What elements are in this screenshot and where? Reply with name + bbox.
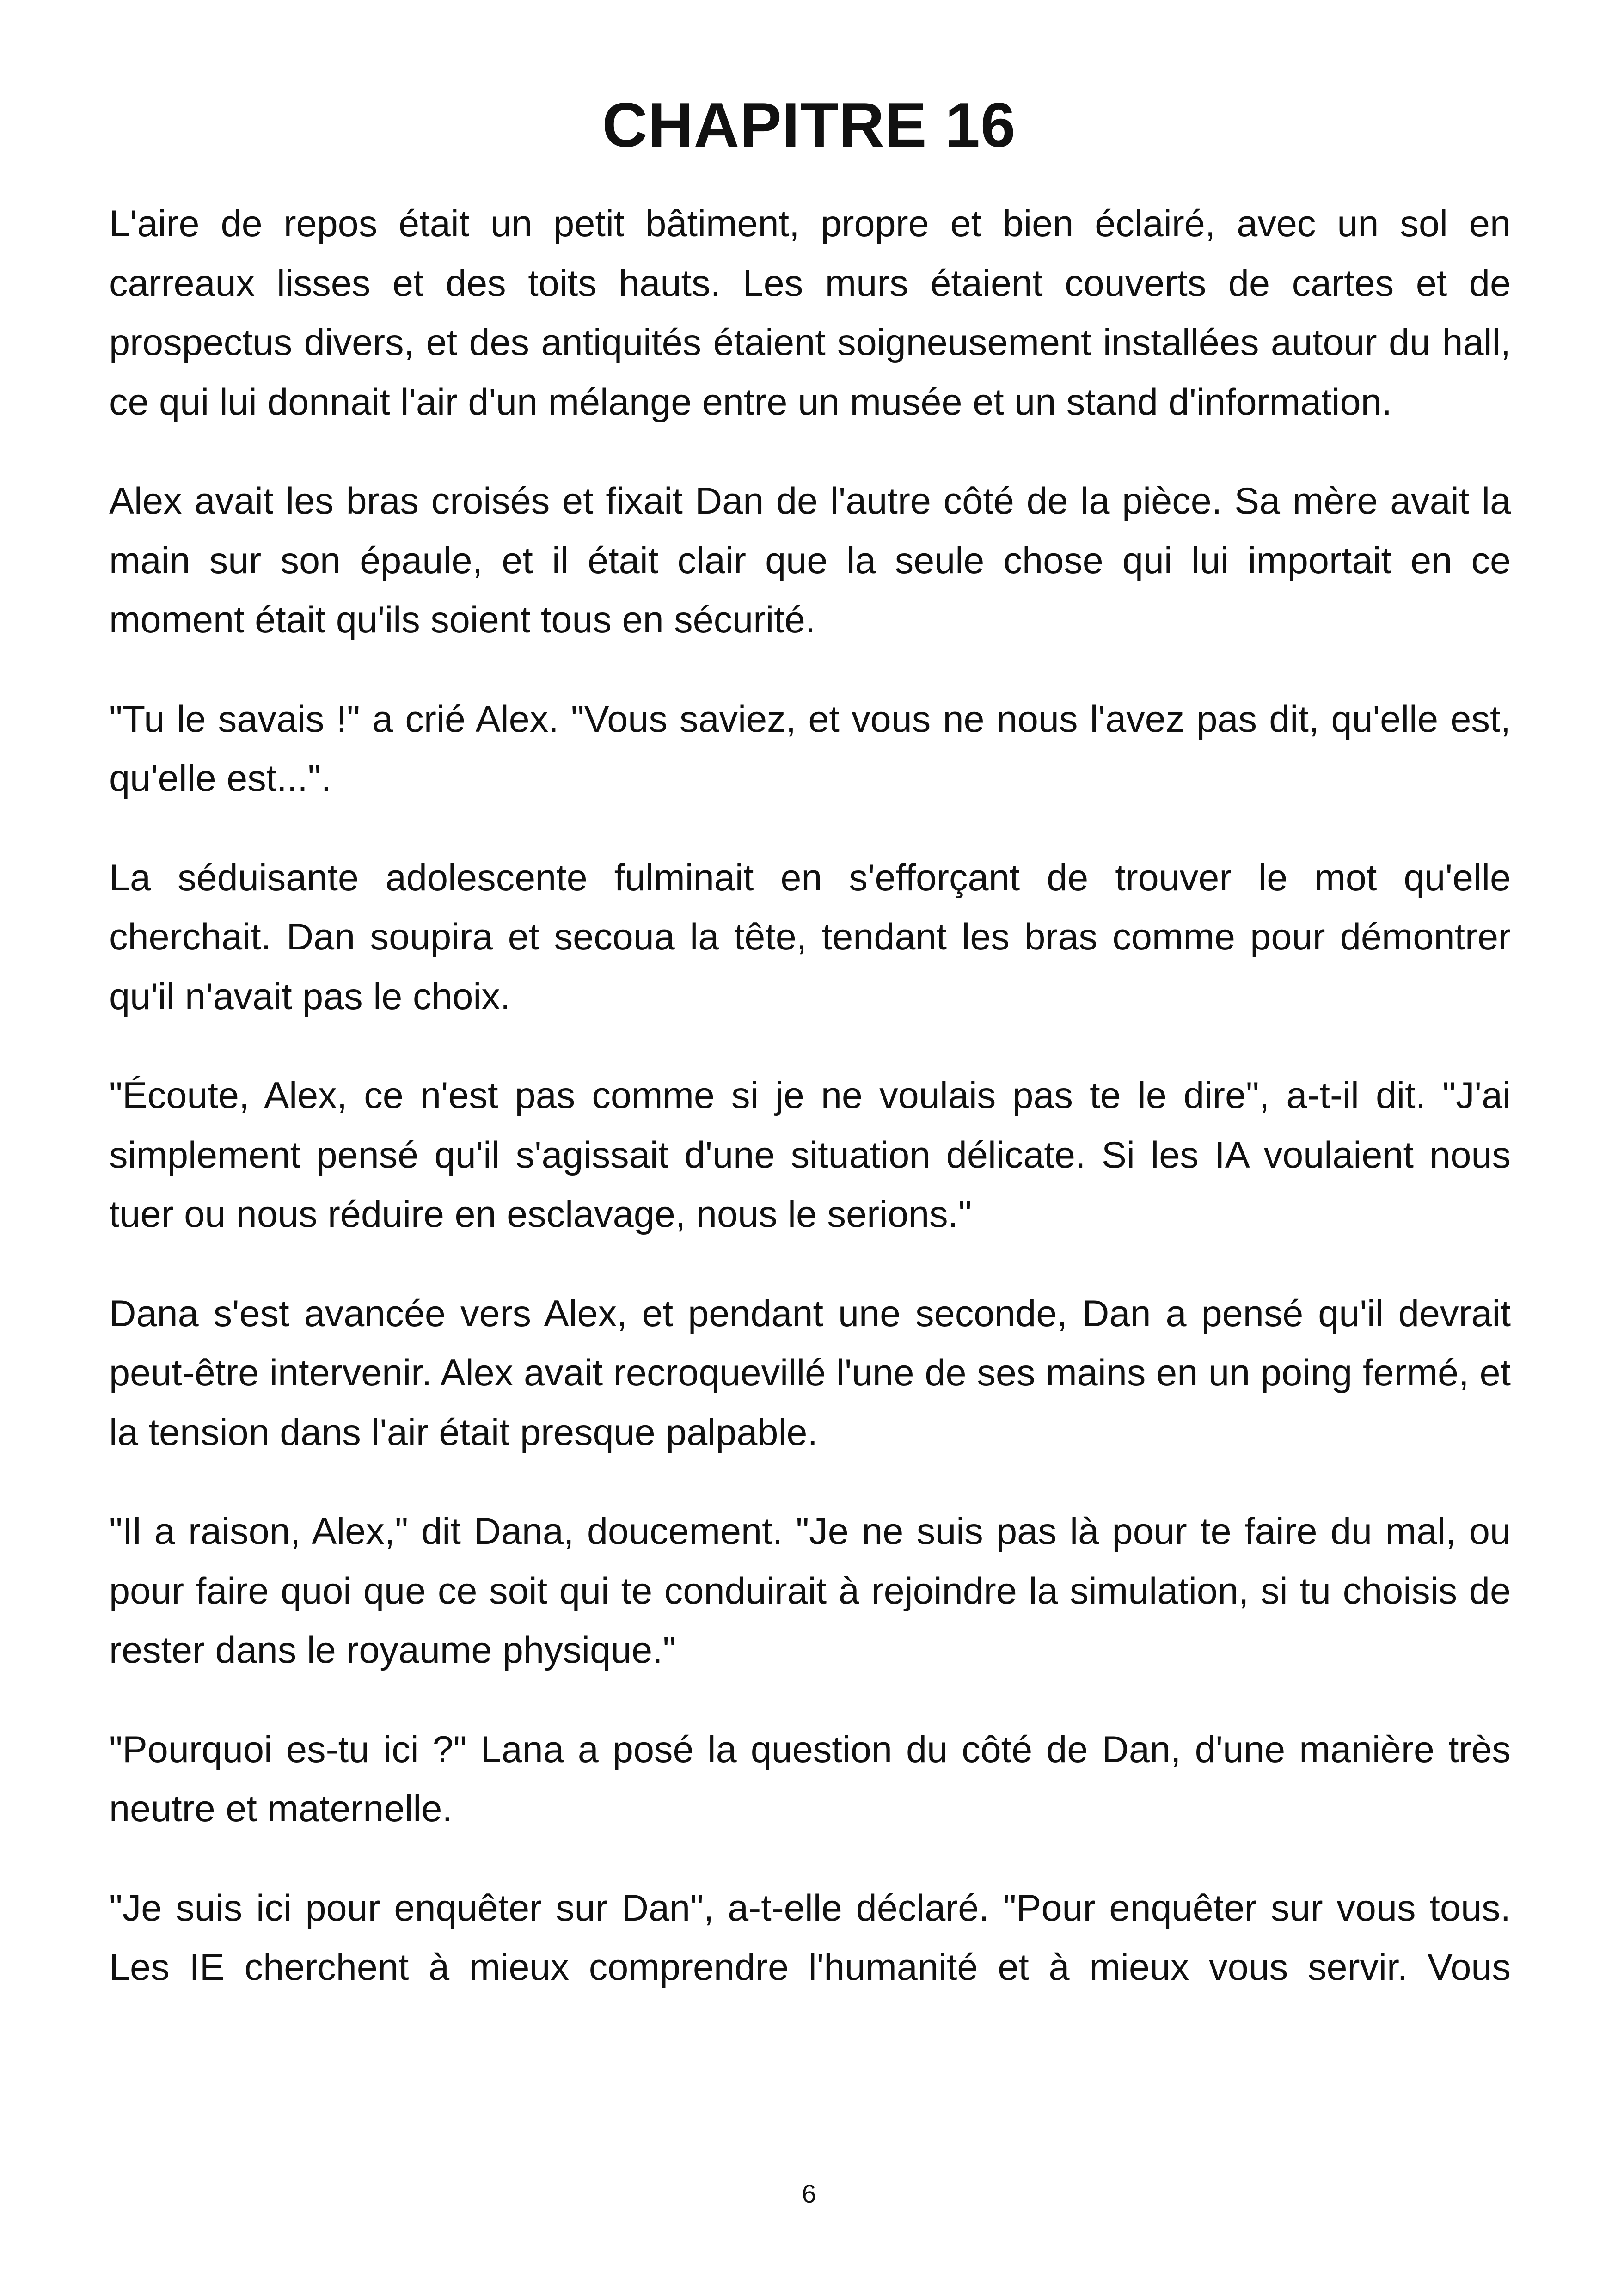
paragraph-1: L'aire de repos était un petit bâtiment, propre et bien éclairé, avec un sol en carreaux lisses et des toits hauts. Les murs étaient couverts de cartes et de prospectus divers, et des antiquités étaient soigneusement installées autour du hall, ce qui lui donnait l'air d'un mélange entre un musée et un stand d'information. xyxy=(109,203,1511,423)
paragraph-4: La séduisante adolescente fulminait en s'efforçant de trouver le mot qu'elle cherchait. Dan soupira et secoua la tête, tendant les bras comme pour démontrer qu'il n'avait pas le choix. xyxy=(109,857,1511,1017)
paragraph-5: "Écoute, Alex, ce n'est pas comme si je ne voulais pas te le dire", a-t-il dit. "J'ai simplement pensé qu'il s'agissait d'une situation délicate. Si les IA voulaient nous tuer ou nous réduire en esclavage, nous le serions." xyxy=(109,1075,1511,1235)
paragraph-7: "Il a raison, Alex," dit Dana, doucement. "Je ne suis pas là pour te faire du mal, ou pour faire quoi que ce soit qui te conduirait à rejoindre la simulation, si tu choisis de rester dans le royaume physique." xyxy=(109,1511,1511,1671)
paragraph-9: "Je suis ici pour enquêter sur Dan", a-t-elle déclaré. "Pour enquêter sur vous tous. Les IE cherchent à mieux comprendre l'humanité et à mieux vous servir. Vous xyxy=(109,1887,1511,1988)
body-text xyxy=(109,194,1511,1997)
paragraph-8: "Pourquoi es-tu ici ?" Lana a posé la question du côté de Dan, d'une manière très neutre et maternelle. xyxy=(109,1728,1511,1830)
paragraph-2: Alex avait les bras croisés et fixait Dan de l'autre côté de la pièce. Sa mère avait la main sur son épaule, et il était clair que la seule chose qui lui importait en ce moment était qu'ils soient tous en sécurité. xyxy=(109,480,1511,641)
page-number: 6 xyxy=(802,2179,816,2208)
paragraph-6: Dana s'est avancée vers Alex, et pendant une seconde, Dan a pensé qu'il devrait peut-être intervenir. Alex avait recroquevillé l'une de ses mains en un poing fermé, et la tension dans l'air était presque palpable. xyxy=(109,1292,1511,1453)
chapter-title: CHAPITRE 16 xyxy=(602,90,1016,160)
paragraph-3: "Tu le savais !" a crié Alex. "Vous saviez, et vous ne nous l'avez pas dit, qu'elle est, qu'elle est...". xyxy=(109,698,1511,799)
